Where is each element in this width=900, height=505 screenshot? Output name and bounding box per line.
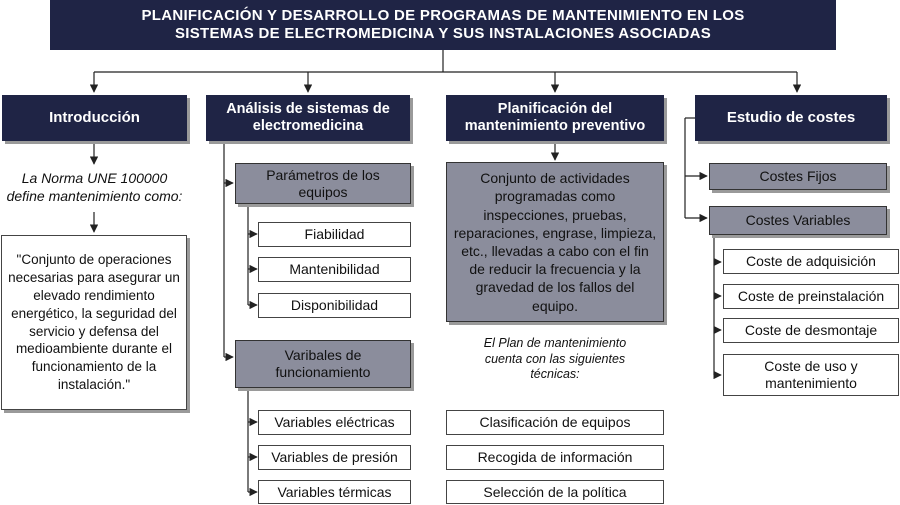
plan-techniques-note: [446, 336, 664, 383]
technique-label: Recogida de información: [477, 449, 633, 466]
fixed-costs-label: Costes Fijos: [759, 168, 837, 185]
operating-variables-line-1: Varibales de: [284, 347, 362, 364]
variable-costs-label: Costes Variables: [745, 212, 851, 229]
cost-item-use-and-maintenance: [723, 354, 899, 396]
parameter-item-availability: [258, 293, 411, 318]
intro-note-line-1: La Norma UNE 100000: [21, 170, 168, 186]
parameter-item-label: Disponibilidad: [290, 297, 379, 314]
cost-item-label: Coste de adquisición: [746, 253, 876, 270]
variable-item-thermal: [258, 480, 411, 504]
analysis-header: [206, 95, 410, 141]
plan-techniques-note-line-3: técnicas:: [530, 367, 580, 382]
operating-variables-line-2: funcionamiento: [275, 364, 371, 380]
variable-costs-box: [709, 206, 887, 235]
parameter-item-maintainability: [258, 257, 411, 282]
variable-item-electrical: [258, 410, 411, 435]
preventive-maintenance-text: Conjunto de actividades programadas como inspecciones, pruebas, reparaciones, engrase, limpieza, etc., llevadas a cabo con el fin de reducir la frecuencia y la gravedad de los fallos del equipo.: [453, 170, 657, 314]
intro-header: [2, 95, 187, 141]
main-title: [50, 0, 836, 50]
equipment-parameters-line-1: Parámetros de los: [266, 166, 380, 183]
technique-label: Clasificación de equipos: [479, 414, 631, 431]
analysis-header-line-2: electromedicina: [252, 118, 364, 134]
technique-information-gathering: [446, 445, 664, 470]
maintenance-definition-quote: [1, 235, 187, 410]
parameter-item-reliability: [258, 222, 411, 247]
cost-item-use-line-2: mantenimiento: [765, 375, 857, 391]
planning-header-line-1: Planificación del: [497, 100, 613, 117]
technique-label: Selección de la política: [483, 483, 627, 500]
technique-policy-selection: [446, 480, 664, 504]
cost-item-use-line-1: Coste de uso y: [764, 358, 858, 375]
planning-header: [446, 95, 664, 141]
intro-header-label: Introducción: [49, 109, 140, 126]
main-title-line-2: SISTEMAS DE ELECTROMEDICINA Y SUS INSTALACIONES ASOCIADAS: [174, 25, 712, 42]
planning-header-line-2: mantenimiento preventivo: [464, 118, 646, 134]
preventive-maintenance-definition: [446, 162, 664, 322]
variable-item-label: Variables eléctricas: [274, 414, 395, 431]
parameter-item-label: Fiabilidad: [304, 226, 365, 243]
variable-item-label: Variables térmicas: [277, 483, 392, 500]
main-title-line-1: PLANIFICACIÓN Y DESARROLLO DE PROGRAMAS DE MANTENIMIENTO EN LOS: [141, 7, 745, 24]
variable-item-label: Variables de presión: [271, 449, 398, 466]
intro-note-line-2: define mantenimiento como:: [6, 187, 183, 204]
equipment-parameters-line-2: equipos: [298, 183, 348, 200]
plan-techniques-note-line-1: El Plan de mantenimiento: [483, 336, 627, 350]
analysis-header-line-1: Análisis de sistemas de: [226, 100, 390, 117]
plan-techniques-note-line-2: cuenta con las siguientes: [484, 351, 626, 366]
intro-note: [2, 170, 187, 205]
variable-item-pressure: [258, 445, 411, 470]
equipment-parameters-box: [235, 163, 411, 204]
costs-header-label: Estudio de costes: [726, 109, 856, 126]
technique-equipment-classification: [446, 410, 664, 435]
cost-item-label: Coste de preinstalación: [737, 288, 885, 305]
operating-variables-box: [235, 340, 411, 388]
fixed-costs-box: [709, 163, 887, 190]
cost-item-label: Coste de desmontaje: [744, 322, 878, 339]
maintenance-definition-text: "Conjunto de operaciones necesarias para asegurar un elevado rendimiento energético, la seguridad del servicio y defensa del medioambiente durante el funcionamiento de la instalación.": [8, 252, 180, 392]
costs-header: [695, 95, 887, 141]
cost-item-preinstallation: [723, 284, 899, 309]
parameter-item-label: Mantenibilidad: [289, 261, 380, 278]
cost-item-dismantling: [723, 318, 899, 343]
cost-item-acquisition: [723, 249, 899, 274]
